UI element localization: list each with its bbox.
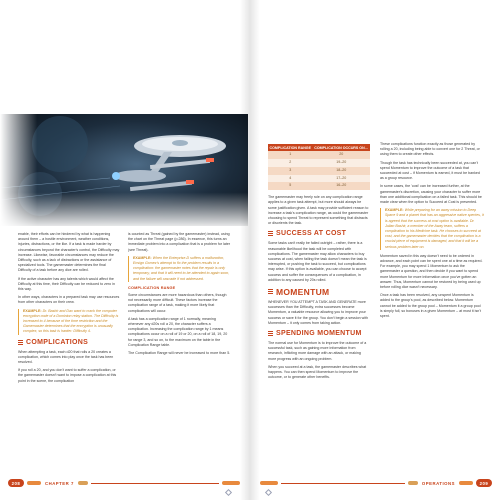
footer-right: [260, 478, 492, 488]
section-heading-success-at-cost: SUCCESS AT COST: [268, 230, 370, 238]
heading-bars-icon: [268, 331, 273, 337]
footer-bar: [78, 481, 88, 485]
paragraph: Some circumstances are more hazardous than others, though not necessarily more difficult. These factors increase the complication range of a task, making it more likely that complications will occur.: [128, 293, 227, 313]
paragraph: When attempting a task, each d20 that rolls a 20 creates a complication, which comes into play once the task has been resolved.: [18, 349, 114, 365]
heading-bars-icon: [268, 289, 273, 295]
footer-bar: [459, 481, 473, 485]
paragraph: In some cases, the 'cost' can be increased further, at the gamemaster's discretion, causing your character to suffer more than one additional complication on a failed task. This should be made clear when the option to Succeed at Cost is presented.: [380, 184, 482, 205]
table-cell: 16–20: [313, 182, 370, 190]
table-cell: 4: [268, 175, 313, 183]
example-text: When the Enterprise-D suffers a malfunction, Ensign Gomez's attempt to fix the problem results in a complication: the gamemaster notes that the repair is only temporary, and that it will need to be attended to again soon, and the failure will cascade if not addressed.: [133, 255, 230, 281]
footer-bar: [27, 481, 41, 485]
example-text: Dr. Bashir and Dax want to crack the computer encryption code of a Dominion relay station. The Difficulty is increased to 4 because of the time restriction and the Gamemaster determines that the encryption is unusually complex, so this task is harder: Difficulty 4.: [23, 308, 119, 334]
paragraph: These complications function exactly as those generated by rolling a 20, including being able to convert one for 2 Threat, or using them to create other effects.: [380, 142, 480, 157]
section-heading-complications: COMPLICATIONS: [18, 339, 120, 347]
table-cell: 20: [313, 151, 370, 159]
chapter-label: CHAPTER 7: [45, 480, 74, 486]
table-header: COMPLICATION OCCURS ON…: [314, 145, 369, 150]
example-box: [18, 309, 120, 335]
table-cell: 3: [268, 167, 313, 175]
page-number: 209: [476, 479, 492, 487]
paragraph: If the active character has any talents which would affect the Difficulty at this time, their Difficulty can be reduced to zero in this way.: [18, 276, 115, 292]
example-box: [380, 208, 484, 250]
example-label: EXAMPLE:: [385, 208, 404, 213]
paragraph: Some tasks can't really be failed outright – rather, there is a reasonable likelihood the task will be completed with complications. The gamemaster may allow characters to buy success at cost, when failing the task doesn't mean the task is interrupted, or pushing the task to succeed, but complications may arise. If this option is available, you can choose to accept success and suffer the consequences of a complication, in addition to any caused by 20s rolled.: [268, 241, 367, 282]
table-row: [268, 159, 370, 167]
footer-bar: [408, 481, 418, 485]
table-cell: 17–20: [313, 175, 370, 183]
paragraph: The normal use for Momentum is to improve the outcome of a successful task, such as gaining more information from research, inflicting more damage with an attack, or making more progress with an ongoing problem.: [268, 341, 367, 361]
footer-rule: [91, 483, 219, 484]
paragraph: is counted as Threat (gained by the gamemaster) instead, using the chart on the Threat page (p.286). In essence, this turns an immediate problem into a complication that is a problem for later (see Threat).: [128, 232, 231, 252]
table-row: [268, 167, 370, 175]
table-cell: 18–20: [313, 167, 370, 175]
table-row: [268, 182, 370, 190]
left-column-2: [128, 232, 232, 359]
right-column-1: [268, 142, 370, 383]
right-column-2: [380, 142, 484, 322]
paragraph: Though the task has technically been succeeded at, you can't spend Momentum to improve the outcome of a task that succeeded at cost – if Momentum is earned, it must be banked as a group resource.: [380, 160, 480, 181]
paragraph: When you succeed at a task, the gamemaster describes what happens. You can then spend Momentum to improve the outcome, or to generate other benefits.: [268, 364, 367, 380]
paragraph: The gamemaster may freely rule on any complication range applies to a given task attempt, but more should always be some justification given. A task may provide sufficient reason to increase a task's complication range, as could the gamemaster choosing to spend Threat to represent something that distracts or disorients the task.: [268, 195, 369, 226]
heading-bars-icon: [18, 340, 23, 346]
heading-bars-icon: [268, 231, 273, 237]
section-label: OPERATIONS: [421, 480, 455, 486]
footer-left: [8, 478, 240, 488]
table-row: [268, 151, 370, 159]
section-heading-spending-momentum: SPENDING MOMENTUM: [268, 330, 370, 338]
paragraph: In other ways, characters in a prepared task may use resources from other characters on their crew.: [18, 295, 120, 305]
table-header: COMPLICATION RANGE: [269, 145, 311, 150]
paragraph: A task has a complication range of 1 normally, meaning whenever any d20s roll a 20, the character suffers a complication. Increasing the complication range by 1 means complications occur on a roll of 19 or 20, on a roll of 18, 19, 20 for range 3, and so on, to the maximum on the table in the Complication Range table.: [128, 316, 228, 347]
complication-range-table: [268, 144, 370, 190]
table-cell: 2: [268, 159, 313, 167]
table-row: [268, 175, 370, 183]
diamond-ornament-icon: [225, 489, 232, 496]
table-cell: 19–20: [313, 159, 370, 167]
table-cell: 1: [268, 151, 313, 159]
example-text: While preparing for an away mission to Deep Space 9 and a planet that has an aggressive native species, it is agreed that the success at cost option is available. Dr. Julian Bashir, a member of the Away team, suffers a complication to his Medicine task. He chooses to succeed at cost, and the gamemaster decides that the complication is a crucial piece of equipment is damaged, and that it will be a serious problem later on.: [385, 208, 484, 249]
starship-illustration: [0, 114, 248, 226]
example-label: EXAMPLE:: [23, 308, 42, 313]
diamond-ornament-icon: [265, 489, 272, 496]
table-cell: 5: [268, 182, 313, 190]
section-heading-momentum: MOMENTUM: [268, 287, 370, 297]
example-label: EXAMPLE:: [133, 255, 152, 260]
paragraph: Once a task has been resolved, any unspent Momentum is added to the group's pool, as described below. Momentum cannot be added to the group pool – Momentum it a group pool is simply full, so bonuses in a given Momentum – at most it isn't spent.: [380, 293, 481, 319]
paragraph: The Complication Range will never be increased to more than 5.: [128, 351, 231, 356]
page-number: 208: [8, 479, 24, 487]
footer-bar: [222, 481, 240, 485]
subheading-complication-range: COMPLICATION RANGE: [128, 285, 176, 290]
right-page: [250, 0, 500, 500]
paragraph: enable, their efforts can be hindered by what is happening around them – a hostile environment, weather conditions, injuries, distractions, or the like. If a task is made harder by circumstances beyond the character's control, the Difficulty may increase. Likewise, favorable circumstances may reduce the Difficulty, such as a lack of distractions or the assistance of specialized tools. The gamemaster determines the final Difficulty of a task before any dice are rolled.: [18, 232, 120, 273]
gutter-shadow: [250, 0, 260, 500]
paragraph: Momentum saved in this way doesn't need to be ordered in advance, and each point can be spent one at a time as required. For example, you may spend 1 Momentum to ask the gamemaster a question, and then decide if you want to spend more Momentum for more information once you've gotten an answer. Thus, Momentum cannot be restored by being used up before rolling dice wasn't necessary.: [380, 253, 483, 290]
example-box: [128, 256, 232, 282]
starship-icon: [0, 114, 248, 226]
paragraph: If you roll a 20, and you don't want to suffer a complication, or the gamemaster doesn't want to impose a complication at this point in the scene, the complication: [18, 368, 117, 383]
gutter-shadow: [240, 0, 250, 500]
footer-bar: [260, 481, 278, 485]
paragraph: WHENEVER YOU ATTEMPT A TASK AND GENERATE more successes than the Difficulty, extra successes become Momentum, a valuable resource allowing you to improve your success or save it for the group. You don't begin a session with Momentum – it only comes from taking action.: [268, 300, 368, 325]
left-column-1: [18, 232, 120, 387]
footer-rule: [281, 483, 405, 484]
